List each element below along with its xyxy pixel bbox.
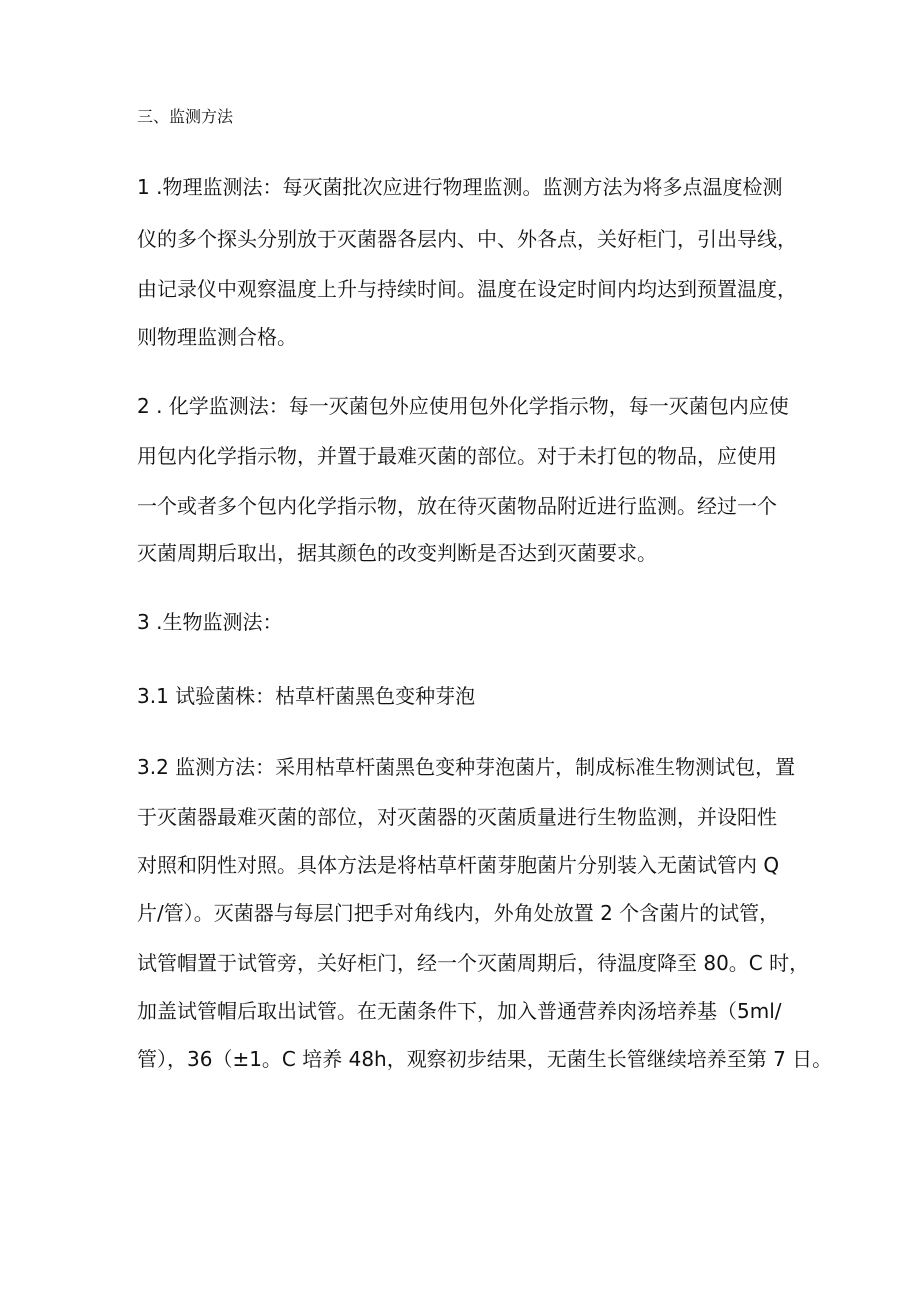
biological-monitoring-heading: 3 .生物监测法： bbox=[137, 610, 283, 634]
physical-monitoring-line-2: 仪的多个探头分别放于灭菌器各层内、中、外各点，关好柜门，引出导线， bbox=[137, 227, 797, 251]
monitoring-method-line-4: 片/管）。灭菌器与每层门把手对角线内，外角处放置 2 个含菌片的试管， bbox=[137, 901, 780, 925]
monitoring-method-line-1: 3.2 监测方法：采用枯草杆菌黑色变种芽泡菌片，制成标准生物测试包，置 bbox=[137, 755, 796, 779]
chemical-monitoring-line-2: 用包内化学指示物，并置于最难灭菌的部位。对于未打包的物品，应使用 bbox=[137, 444, 777, 468]
monitoring-method-line-5: 试管帽置于试管旁，关好柜门，经一个灭菌周期后，待温度降至 80。C 时， bbox=[137, 951, 810, 975]
chemical-monitoring-line-1: 2 . 化学监测法：每一灭菌包外应使用包外化学指示物，每一灭菌包内应使 bbox=[137, 394, 789, 418]
physical-monitoring-line-3: 由记录仪中观察温度上升与持续时间。温度在设定时间内均达到预置温度， bbox=[137, 277, 797, 301]
chemical-monitoring-line-3: 一个或者多个包内化学指示物，放在待灭菌物品附近进行监测。经过一个 bbox=[137, 494, 777, 518]
chemical-monitoring-line-4: 灭菌周期后取出，据其颜色的改变判断是否达到灭菌要求。 bbox=[137, 541, 657, 565]
monitoring-method-line-6: 加盖试管帽后取出试管。在无菌条件下，加入普通营养肉汤培养基（5ml/ bbox=[137, 999, 782, 1023]
monitoring-method-line-3: 对照和阴性对照。具体方法是将枯草杆菌芽胞菌片分别装入无菌试管内 Q bbox=[137, 853, 780, 877]
section-heading: 三、监测方法 bbox=[137, 107, 234, 126]
monitoring-method-line-7: 管），36（±1。C 培养 48h，观察初步结果，无菌生长管继续培养至第 7 日。 bbox=[137, 1047, 833, 1071]
physical-monitoring-line-1: 1 .物理监测法：每灭菌批次应进行物理监测。监测方法为将多点温度检测 bbox=[137, 175, 783, 199]
monitoring-method-line-2: 于灭菌器最难灭菌的部位，对灭菌器的灭菌质量进行生物监测，并设阳性 bbox=[137, 805, 777, 829]
physical-monitoring-line-4: 则物理监测合格。 bbox=[137, 325, 297, 349]
test-strain-line: 3.1 试验菌株：枯草杆菌黑色变种芽泡 bbox=[137, 684, 476, 708]
